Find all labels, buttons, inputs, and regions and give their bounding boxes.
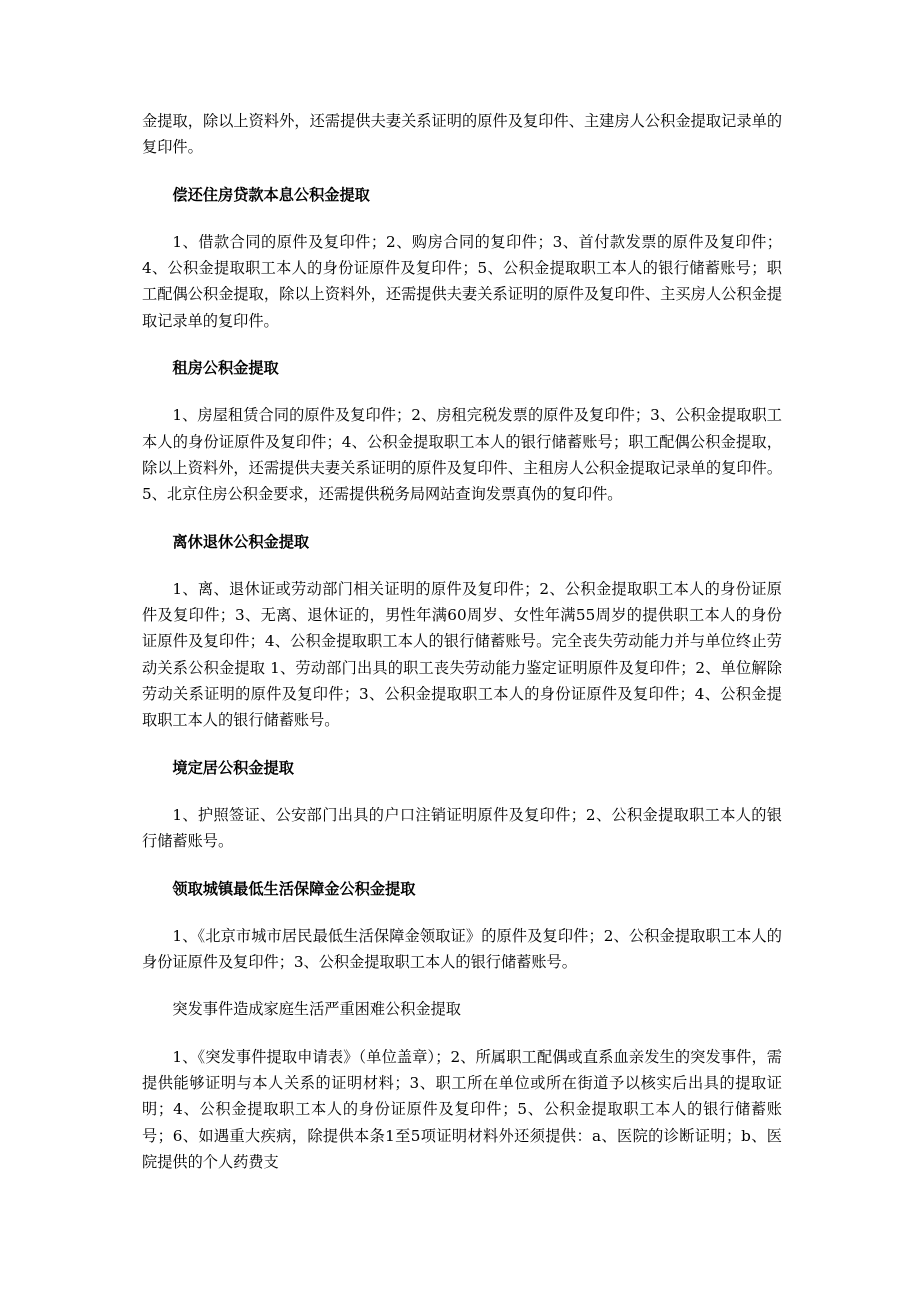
section-heading-minimum-living — [142, 876, 782, 902]
paragraph-text: 金提取，除以上资料外，还需提供夫妻关系证明的原件及复印件、主建房人公积金提取记录单的复印件。 — [142, 112, 782, 157]
paragraph-text: 1、《北京市城市居民最低生活保障金领取证》的原件及复印件；2、公积金提取职工本人的身份证原件及复印件；3、公积金提取职工本人的银行储蓄账号。 — [142, 926, 782, 972]
heading-text: 境定居公积金提取 — [172, 758, 294, 777]
heading-text: 突发事件造成家庭生活严重困难公积金提取 — [172, 1000, 461, 1019]
paragraph-minimum-living — [142, 923, 782, 976]
heading-text: 领取城镇最低生活保障金公积金提取 — [172, 879, 416, 898]
paragraph-emergency — [142, 1044, 782, 1175]
paragraph-settle-abroad — [142, 802, 782, 855]
section-heading-rent — [142, 355, 782, 381]
paragraph-loan-repayment — [142, 229, 782, 334]
section-heading-retirement — [142, 529, 782, 555]
paragraph-rent — [142, 402, 782, 507]
paragraph-text: 1、离、退休证或劳动部门相关证明的原件及复印件；2、公积金提取职工本人的身份证原件及复印件；3、无离、退休证的，男性年满60周岁、女性年满55周岁的提供职工本人的身份证原件及复印件；4、公积金提取职工本人的银行储蓄账号。完全丧失劳动能力并与单位终止劳动关系公积金提取 1、劳动部门出具的职工丧失劳动能力鉴定证明原件及复印件；2、单位解除劳动关系证明的原件及复印件；3、公积金提取职工本人的身份证原件及复印件；4、公积金提取职工本人的银行储蓄账号。 — [142, 579, 782, 730]
heading-text: 租房公积金提取 — [172, 359, 279, 378]
paragraph-text: 1、护照签证、公安部门出具的户口注销证明原件及复印件；2、公积金提取职工本人的银行储蓄账号。 — [142, 805, 782, 851]
paragraph-text: 1、房屋租赁合同的原件及复印件；2、房租完税发票的原件及复印件；3、公积金提取职工本人的身份证原件及复印件；4、公积金提取职工本人的银行储蓄账号；职工配偶公积金提取，除以上资料外，还需提供夫妻关系证明的原件及复印件、主租房人公积金提取记录单的复印件。5、北京住房公积金要求，还需提供税务局网站查询发票真伪的复印件。 — [142, 406, 782, 504]
document-page — [142, 108, 782, 1196]
section-heading-emergency — [142, 996, 782, 1022]
paragraph-text: 1、《突发事件提取申请表》（单位盖章）；2、所属职工配偶或直系血亲发生的突发事件，需提供能够证明与本人关系的证明材料；3、职工所在单位或所在街道予以核实后出具的提取证明；4、公积金提取职工本人的身份证原件及复印件；5、公积金提取职工本人的银行储蓄账号；6、如遇重大疾病，除提供本条1至5项证明材料外还须提供：a、医院的诊断证明；b、医院提供的个人药费支 — [142, 1047, 782, 1171]
paragraph-continuation — [142, 108, 782, 161]
section-heading-loan-repayment — [142, 182, 782, 208]
section-heading-settle-abroad — [142, 755, 782, 781]
heading-text: 离休退休公积金提取 — [172, 532, 310, 551]
paragraph-retirement — [142, 576, 782, 734]
paragraph-text: 1、借款合同的原件及复印件；2、购房合同的复印件；3、首付款发票的原件及复印件；4、公积金提取职工本人的身份证原件及复印件；5、公积金提取职工本人的银行储蓄账号；职工配偶公积金提取，除以上资料外，还需提供夫妻关系证明的原件及复印件、主买房人公积金提取记录单的复印件。 — [142, 232, 782, 330]
heading-text: 偿还住房贷款本息公积金提取 — [172, 185, 370, 204]
